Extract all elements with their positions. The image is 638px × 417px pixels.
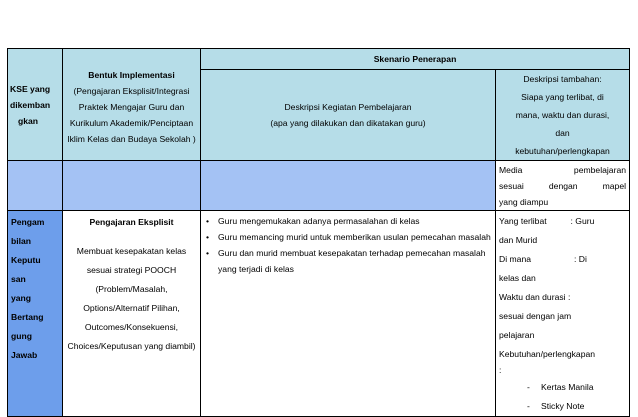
tambahan-line: dan Murid (499, 235, 538, 245)
bentuk-title: Pengajaran Eksplisit (89, 217, 174, 227)
material-item: - Sticky Note (527, 397, 626, 416)
header-tambahan-line: kebutuhan/perlengkapan (515, 146, 610, 156)
header-bentuk-line: Iklim Kelas dan Budaya Sekolah ) (67, 133, 196, 144)
header-tambahan-line: Deskripsi tambahan: (523, 74, 602, 84)
header-bentuk-line: (Pengajaran Eksplisit/Integrasi (73, 85, 190, 96)
header-skenario: Skenario Penerapan (201, 49, 630, 70)
bentuk-line: Choices/Keputusan yang diambil) (67, 341, 196, 351)
media-line: Media pembelajaran (499, 165, 627, 175)
header-kse-line: KSE yang (10, 83, 51, 94)
media-row-deskripsi-cell (201, 161, 496, 211)
media-row-tambahan-cell (496, 161, 630, 211)
header-deskripsi-line: Deskripsi Kegiatan Pembelajaran (284, 102, 412, 112)
bentuk-line: Outcomes/Konsekuensi, (84, 322, 179, 332)
bentuk-line: (Problem/Masalah, (95, 284, 168, 294)
kse-line: san (11, 274, 26, 284)
header-tambahan (496, 70, 630, 161)
header-deskripsi (201, 70, 496, 161)
main-row-tambahan-cell (496, 211, 630, 417)
kegiatan-item: • Guru dan murid membuat kesepakatan terhadap pemecahan masalah yang terjadi di kelas (218, 245, 492, 277)
tambahan-line: Waktu dan durasi : (499, 292, 571, 302)
header-kse (8, 49, 63, 161)
header-tambahan-line: mana, waktu dan durasi, (515, 110, 610, 120)
kegiatan-item: • Guru mengemukakan adanya permasalahan di kelas (218, 213, 492, 229)
tambahan-line: sesuai dengan jam (499, 311, 572, 321)
lesson-scenario-table (7, 48, 630, 417)
header-bentuk-title: Bentuk Implementasi (88, 69, 175, 80)
header-bentuk-line: Praktek Mengajar Guru dan (78, 101, 185, 112)
header-bentuk (63, 49, 201, 161)
header-kse-line: gkan (18, 115, 39, 126)
tambahan-line: pelajaran (499, 330, 535, 340)
bentuk-line: Options/Alternatif Pilihan, (83, 303, 180, 313)
header-tambahan-line: dan (555, 128, 570, 138)
kse-line: yang (11, 293, 32, 303)
kse-line: Pengam (11, 217, 45, 227)
header-deskripsi-line: (apa yang dilakukan dan dikatakan guru) (270, 118, 426, 128)
kse-line: Keputu (11, 255, 41, 265)
bentuk-line: sesuai strategi POOCH (86, 265, 177, 275)
header-kse-line: dikemban (10, 99, 51, 110)
header-bentuk-line: Kurikulum Akademik/Penciptaan (69, 117, 194, 128)
tambahan-line: Di mana : Di (499, 254, 587, 264)
media-line: sesuai dengan mapel (499, 181, 627, 191)
tambahan-line: Kebutuhan/perlengkapan (499, 349, 596, 359)
materials-list (499, 378, 626, 416)
main-row-bentuk-cell (63, 211, 201, 417)
tambahan-line: : (499, 365, 502, 375)
material-item: - Kertas Manila (527, 378, 626, 397)
kegiatan-list (204, 213, 492, 277)
kse-line: gung (11, 331, 32, 341)
kse-line: Jawab (11, 350, 38, 360)
kse-line: Bertang (11, 312, 44, 322)
main-row-kegiatan-cell (201, 211, 496, 417)
kegiatan-item: • Guru memancing murid untuk memberikan usulan pemecahan masalah (218, 229, 492, 245)
header-tambahan-line: Siapa yang terlibat, di (521, 92, 604, 102)
tambahan-line: Yang terlibat : Guru (499, 216, 595, 226)
media-row-bentuk-cell (63, 161, 201, 211)
kse-line: bilan (11, 236, 32, 246)
main-row-kse-cell (8, 211, 63, 417)
bentuk-line: Membuat kesepakatan kelas (76, 246, 187, 256)
media-line: yang diampu (499, 197, 549, 207)
tambahan-line: kelas dan (499, 273, 536, 283)
media-row-kse-cell (8, 161, 63, 211)
